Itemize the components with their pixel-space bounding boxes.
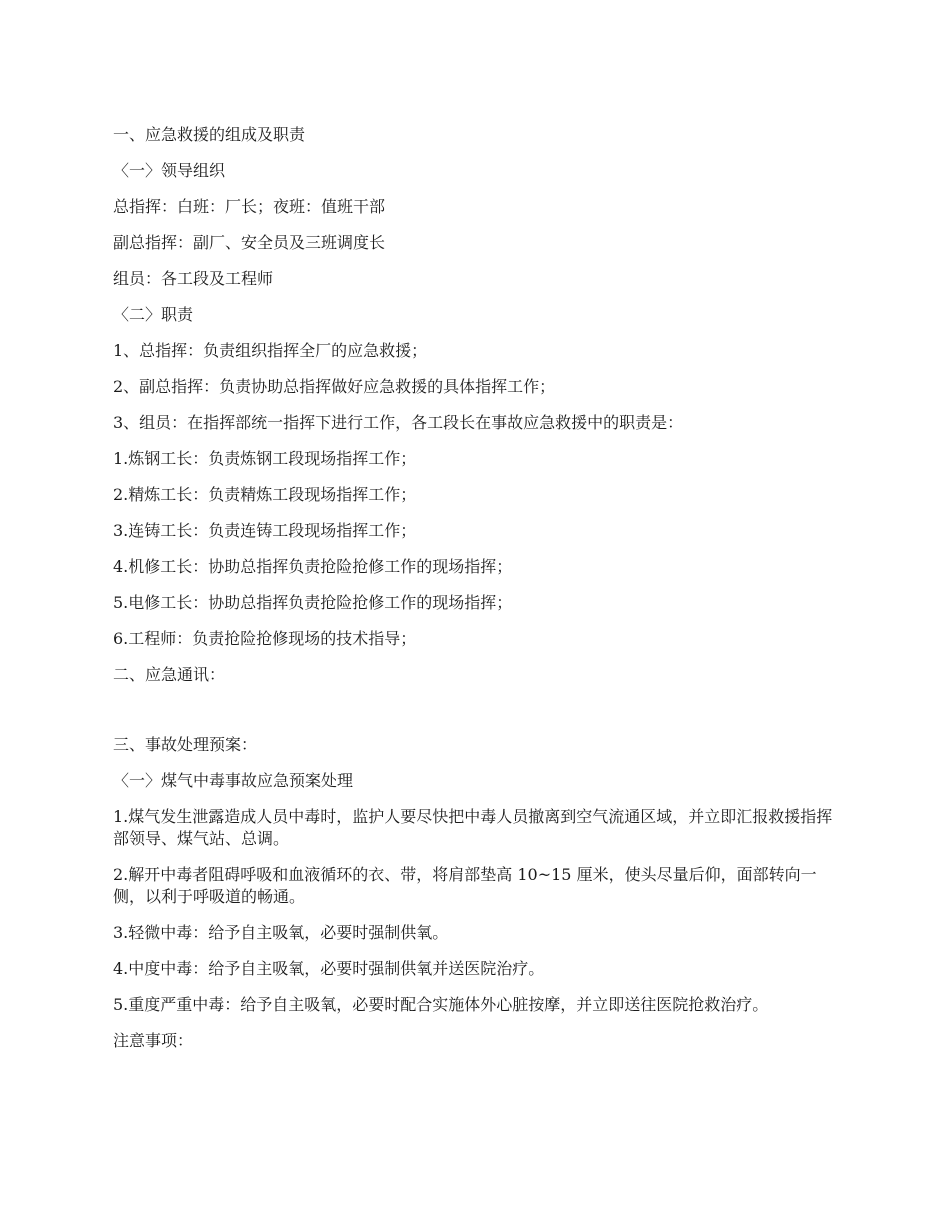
text-line: 总指挥：白班：厂长；夜班：值班干部 bbox=[113, 197, 386, 216]
paragraph-item: 1.煤气发生泄露造成人员中毒时，监护人要尽快把中毒人员撤离到空气流通区域，并立即汇报救援指挥部领导、煤气站、总调。 bbox=[113, 807, 833, 848]
spacer bbox=[113, 700, 838, 734]
subsection-heading-gas-poisoning: 〈一〉煤气中毒事故应急预案处理 bbox=[113, 771, 354, 790]
text-line: 组员：各工段及工程师 bbox=[113, 269, 274, 288]
paragraph-item: 4.中度中毒：给予自主吸氧，必要时强制供氧并送医院治疗。 bbox=[113, 959, 545, 978]
section-heading-2: 二、应急通讯： bbox=[113, 665, 226, 684]
paragraph-item: 2.解开中毒者阻碍呼吸和血液循环的衣、带，将肩部垫高 10~15 厘米，使头尽量后仰，面部转向一侧，以利于呼吸道的畅通。 bbox=[113, 865, 817, 906]
section-heading-1: 一、应急救援的组成及职责 bbox=[113, 125, 306, 144]
paragraph-item: 3.轻微中毒：给予自主吸氧，必要时强制供氧。 bbox=[113, 923, 449, 942]
list-item: 3.连铸工长：负责连铸工段现场指挥工作； bbox=[113, 521, 417, 540]
document-body bbox=[113, 124, 838, 1066]
text-line: 副总指挥：副厂、安全员及三班调度长 bbox=[113, 233, 386, 252]
list-item: 1、总指挥：负责组织指挥全厂的应急救援； bbox=[113, 341, 428, 360]
list-item: 3、组员：在指挥部统一指挥下进行工作，各工段长在事故应急救援中的职责是： bbox=[113, 413, 684, 432]
list-item: 2、副总指挥：负责协助总指挥做好应急救援的具体指挥工作； bbox=[113, 377, 556, 396]
paragraph-item: 5.重度严重中毒：给予自主吸氧，必要时配合实施体外心脏按摩，并立即送往医院抢救治疗。 bbox=[113, 995, 769, 1014]
list-item: 6.工程师：负责抢险抢修现场的技术指导； bbox=[113, 629, 417, 648]
list-item: 2.精炼工长：负责精炼工段现场指挥工作； bbox=[113, 485, 417, 504]
list-item: 4.机修工长：协助总指挥负责抢险抢修工作的现场指挥； bbox=[113, 557, 513, 576]
section-heading-3: 三、事故处理预案： bbox=[113, 735, 258, 754]
list-item: 1.炼钢工长：负责炼钢工段现场指挥工作； bbox=[113, 449, 417, 468]
subsection-heading-duties: 〈二〉职责 bbox=[113, 305, 194, 324]
notes-heading: 注意事项： bbox=[113, 1031, 194, 1050]
subsection-heading-leadership: 〈一〉领导组织 bbox=[113, 161, 226, 180]
list-item: 5.电修工长：协助总指挥负责抢险抢修工作的现场指挥； bbox=[113, 593, 513, 612]
